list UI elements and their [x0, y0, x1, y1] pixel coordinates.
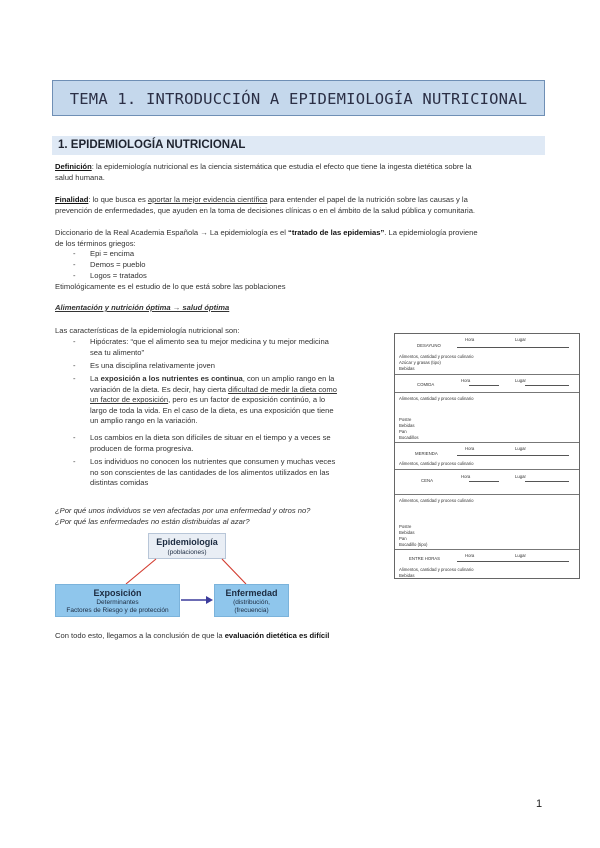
exp-text-a: La — [90, 374, 101, 383]
conclusion-bold: evaluación dietética es difícil — [224, 631, 330, 640]
exp-text-c: variación de la dieta. Es decir, hay cierta — [90, 384, 229, 394]
form-line: Postre — [399, 524, 412, 529]
question-1: ¿Por qué unos individuos se ven afectadas por una enfermedad y otros no? — [55, 506, 311, 515]
definicion-label: Definición — [55, 162, 92, 171]
finalidad-text-a: : lo que busca es — [88, 195, 148, 204]
meal-cena: CENA — [421, 478, 433, 483]
list-item: - Hipócrates: “que el alimento sea tu mejor medicina y tu mejor medicina sea tu alimento” — [90, 337, 390, 358]
list-item-line: no son conscientes de las cantidades de los alimentos utilizados en las — [90, 467, 330, 477]
list-item: - Es una disciplina relativamente joven — [90, 361, 390, 372]
form-line: Postre — [399, 417, 412, 422]
conclusion-text: Con todo esto, llegamos a la conclusión de que la — [55, 631, 225, 640]
form-line: Bebidas — [399, 366, 415, 371]
exp-bold: exposición a los nutrientes es continua — [100, 374, 243, 383]
list-item-line: sea tu alimento” — [90, 347, 145, 357]
diccionario-bold: “tratado de las epidemias” — [288, 228, 385, 237]
exp-text-d: , pero es un factor de exposición continúo, a lo — [168, 395, 326, 405]
enf-sub-2: (frecuencia) — [234, 607, 269, 614]
alimentos-label: Alimentos, cantidad y proceso culinario — [399, 498, 474, 503]
list-item: - Los cambios en la dieta son difíciles de situar en el tiempo y a veces se producen de forma progresiva. — [90, 433, 390, 454]
conclusion-paragraph — [55, 631, 329, 642]
diccionario-text-c: . La epidemiología proviene — [384, 228, 478, 237]
exposicion-box — [55, 584, 180, 617]
exp-text-b: , con un amplio rango en la — [242, 374, 335, 383]
finalidad-text-2: prevención de enfermedades, que ayuden en la toma de decisiones clínicas o en el ámbito de la salud pública y comunitaria. — [55, 205, 476, 215]
term-item: - Demos = pueblo — [73, 260, 146, 269]
form-line: Pan — [399, 536, 407, 541]
enf-title: Enfermedad — [225, 588, 278, 598]
alimentos-label: Alimentos, cantidad y proceso culinario — [399, 461, 474, 466]
enf-sub-1: (distribución, — [233, 599, 270, 606]
enfermedad-box — [214, 584, 289, 617]
diccionario-text-2: de los términos griegos: — [55, 238, 136, 248]
term-item: - Epi = encima — [73, 249, 135, 258]
list-item-line: distintas comidas — [90, 478, 149, 488]
list-item: - Los individuos no conocen los nutrientes que consumen y muchas veces no son conscientes de las cantidades de los alimentos utilizados en las distintas comidas — [90, 457, 390, 489]
lugar-label: Lugar — [515, 378, 526, 383]
lugar-label: Lugar — [515, 446, 526, 451]
alimentos-label: Alimentos, cantidad y proceso culinario — [399, 354, 474, 359]
arrow-to-exposicion — [126, 559, 156, 584]
exp-underline-2: un factor de exposición — [90, 395, 169, 405]
meal-desayuno: DESAYUNO — [417, 343, 441, 348]
meal-merienda: MERIENDA — [415, 451, 438, 456]
exp-sub-2: Factores de Riesgo y de protección — [66, 607, 169, 614]
meal-comida: COMIDA — [417, 382, 435, 387]
list-item: - La exposición a los nutrientes es continua, con un amplio rango en la variación de la dieta. Es decir, hay cierta dificultad de medir la dieta como un factor de exposición, pero es un factor de exposición continúo, a lo largo de toda la vida. En el caso de la dieta, es una exposición que tiene un amplio rango en la variación. — [90, 374, 390, 427]
list-item-line: producen de forma progresiva. — [90, 443, 194, 453]
arrow-to-enfermedad — [222, 559, 246, 584]
form-line: Bebidas — [399, 530, 415, 535]
lugar-label: Lugar — [515, 553, 526, 558]
lugar-label: Lugar — [515, 474, 526, 479]
term-epi: Epi = encima — [90, 249, 135, 258]
finalidad-underlined: aportar la mejor evidencia científica — [147, 195, 268, 204]
form-line: Bebidas — [399, 423, 415, 428]
arrow-head-icon — [206, 596, 213, 604]
diccionario-text-a: Diccionario de la Real Academia Española → La epidemiología es el — [55, 228, 289, 237]
form-line: Pan — [399, 429, 407, 434]
alimentacion-heading: Alimentación y nutrición óptima → salud óptima — [55, 303, 230, 312]
definicion-text-2: salud humana. — [55, 172, 105, 182]
list-item-line: Es una disciplina relativamente joven — [90, 361, 215, 370]
hora-label: Hora — [465, 337, 475, 342]
page-title: TEMA 1. INTRODUCCIÓN A EPIDEMIOLOGÍA NUTRICIONAL — [69, 90, 528, 108]
term-logos: Logos = tratados — [90, 271, 147, 280]
etimologia-text: Etimológicamente es el estudio de lo que está sobre las poblaciones — [55, 282, 286, 291]
form-line: Azúcar y grasas (tipo) — [399, 360, 441, 365]
question-2: ¿Por qué las enfermedades no están distribuidas al azar? — [55, 517, 250, 526]
form-line: Bebidas — [399, 573, 415, 578]
meal-entre-horas: ENTRE HORAS — [409, 556, 441, 561]
alimentos-label: Alimentos, cantidad y proceso culinario — [399, 567, 474, 572]
exp-title: Exposición — [93, 588, 142, 598]
list-item-line: Hipócrates: “que el alimento sea tu mejor medicina y tu mejor medicina — [90, 337, 329, 346]
term-item: - Logos = tratados — [73, 271, 147, 280]
lugar-label: Lugar — [515, 337, 526, 342]
list-item-line: Los individuos no conocen los nutrientes que consumen y muchas veces — [90, 457, 336, 466]
form-line: Bocadillos — [399, 435, 419, 440]
alimentos-label: Alimentos, cantidad y proceso culinario — [399, 396, 474, 401]
form-line: Bocadillo (tipo) — [399, 542, 428, 547]
section-title: 1. EPIDEMIOLOGÍA NUTRICIONAL — [58, 139, 246, 151]
exp-text-e: largo de toda la vida. En el caso de la dieta, es una exposición que tiene — [90, 405, 334, 415]
caracteristicas-intro: Las características de la epidemiología nutricional son: — [55, 326, 240, 335]
exp-sub-1: Determinantes — [96, 599, 139, 606]
finalidad-text-b: para entender el papel de la nutrición sobre las causas y la — [267, 195, 468, 204]
exp-text-f: un amplio rango en la variación. — [90, 416, 198, 426]
hora-label: Hora — [461, 474, 471, 479]
epi-title: Epidemiología — [156, 537, 218, 547]
page-number: 1 — [536, 798, 543, 810]
hora-label: Hora — [461, 378, 471, 383]
definicion-text-1: : la epidemiología nutricional es la ciencia sistemática que estudia el efecto que tiene la ingesta dietética sobre la — [91, 162, 472, 171]
hora-label: Hora — [465, 553, 475, 558]
finalidad-label: Finalidad — [55, 195, 89, 204]
exp-underline-1: dificultad de medir la dieta como — [228, 384, 337, 394]
term-demos: Demos = pueblo — [90, 260, 146, 269]
dietary-form — [394, 333, 580, 579]
epi-sub: (poblaciones) — [167, 549, 207, 556]
list-item-line: Los cambios en la dieta son difíciles de situar en el tiempo y a veces se — [90, 433, 331, 442]
hora-label: Hora — [465, 446, 475, 451]
